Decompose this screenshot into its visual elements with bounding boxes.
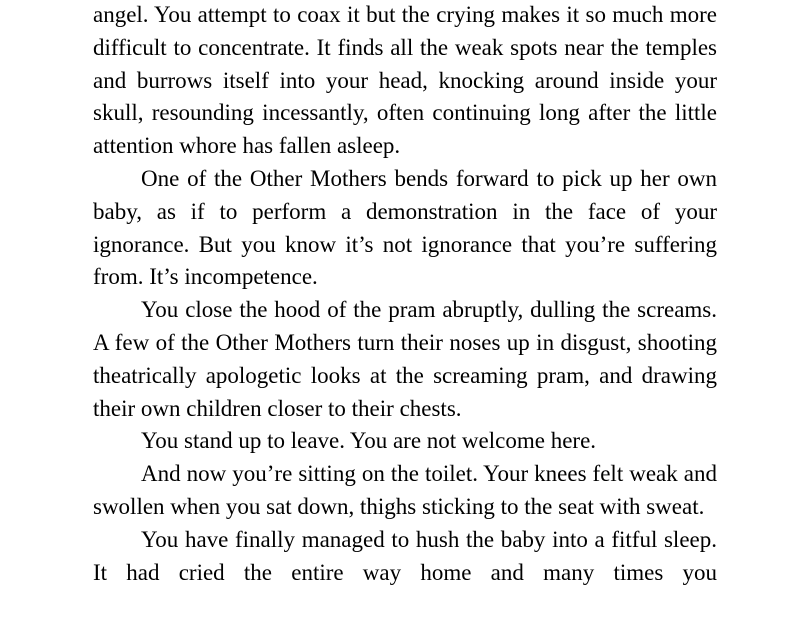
paragraph-continuation: angel. You attempt to coax it but the crying makes it so much more difficult to concentrate. It finds all the weak spots near the temples and burrows itself into your head, knocking around inside your skull, resounding incessantly, often continuing long after the little attention whore has fallen asleep. (93, 2, 717, 159)
paragraph: One of the Other Mothers bends forward to pick up her own baby, as if to perform a demonstration in the face of your ignorance. But you know it’s not ignorance that you’re suffering from. It’s incompetence. (93, 165, 717, 290)
paragraph: You close the hood of the pram abruptly, dulling the screams. A few of the Other Mothers turn their noses up in disgust, shooting theatrically apologetic looks at the screaming pram, and drawing their own children closer to their chests. (93, 297, 717, 421)
paragraph-last: You have finally managed to hush the baby into a fitful sleep. It had cried the entire way home and many times you (93, 526, 717, 585)
paragraph: You stand up to leave. You are not welcome here. (141, 428, 597, 454)
paragraph: And now you’re sitting on the toilet. Your knees felt weak and swollen when you sat down, thighs sticking to the seat with sweat. (93, 461, 717, 519)
document-page (93, 0, 717, 589)
